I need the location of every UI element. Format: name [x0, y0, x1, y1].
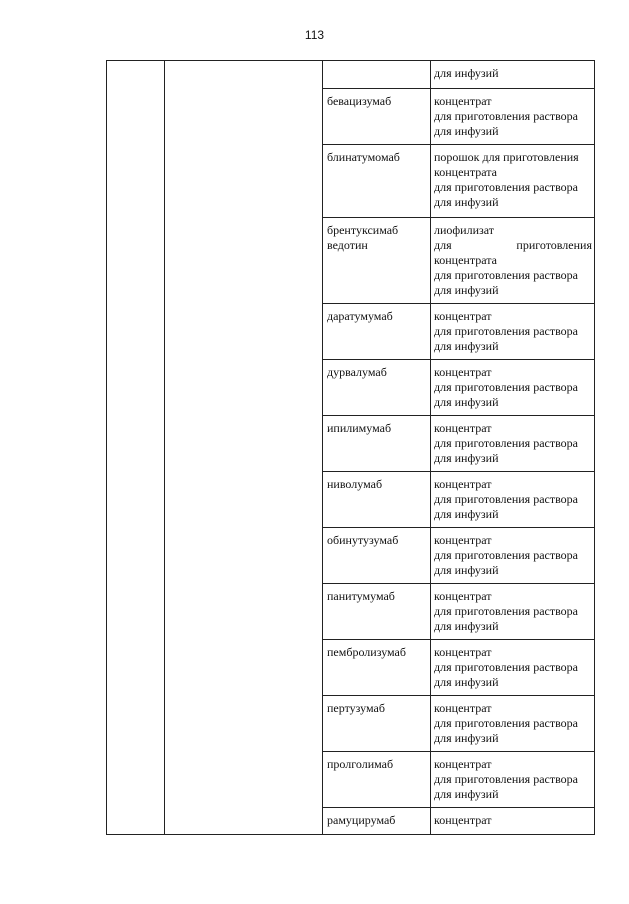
- dosage-form-line: концентрат: [434, 477, 492, 491]
- dosage-form-line: концентрат: [434, 645, 492, 659]
- dosage-form-line: для приготовления раствора: [434, 380, 578, 394]
- drug-name-cell: бевацизумаб: [323, 89, 431, 145]
- dosage-form-cell: [431, 218, 595, 304]
- drug-name-cell: ипилимумаб: [323, 416, 431, 472]
- dosage-form-cell: [431, 145, 595, 218]
- dosage-form-cell: [431, 696, 595, 752]
- dosage-form-cell: [431, 528, 595, 584]
- drug-name-cell: дурвалумаб: [323, 360, 431, 416]
- dosage-form-line: для инфузий: [434, 339, 499, 353]
- dosage-form-line: концентрат: [434, 701, 492, 715]
- dosage-form-line: для приготовления раствора: [434, 324, 578, 338]
- dosage-form-line: для приготовления раствора: [434, 548, 578, 562]
- dosage-form-cell: [431, 89, 595, 145]
- dosage-form-line: лиофилизат: [434, 223, 495, 237]
- drug-name-cell: пролголимаб: [323, 752, 431, 808]
- dosage-form-line: для приготовления раствора: [434, 660, 578, 674]
- dosage-form-line: для приготовления раствора: [434, 436, 578, 450]
- drug-name-cell: панитумумаб: [323, 584, 431, 640]
- dosage-form-line: концентрат: [434, 421, 492, 435]
- dosage-form-line: порошок для приготовления: [434, 150, 579, 164]
- dosage-form-line: концентрата: [434, 165, 497, 179]
- dosage-form-line: для инфузий: [434, 66, 499, 80]
- dosage-form-cell: [431, 61, 595, 89]
- drug-name-cell: обинутузумаб: [323, 528, 431, 584]
- table-body: [107, 61, 595, 835]
- dosage-form-cell: [431, 808, 595, 835]
- dosage-form-line: для инфузий: [434, 675, 499, 689]
- dosage-form-line: для инфузий: [434, 395, 499, 409]
- dosage-form-cell: [431, 360, 595, 416]
- drug-name-cell: пембролизумаб: [323, 640, 431, 696]
- dosage-form-cell: [431, 416, 595, 472]
- dosage-form-line: концентрат: [434, 813, 492, 827]
- dosage-form-line: для приготовления раствора: [434, 109, 578, 123]
- drug-name-cell: даратумумаб: [323, 304, 431, 360]
- drug-name-cell: брентуксимаб ведотин: [323, 218, 431, 304]
- dosage-form-line: концентрата: [434, 253, 497, 267]
- dosage-form-line: для инфузий: [434, 787, 499, 801]
- dosage-form-cell: [431, 304, 595, 360]
- drug-name-cell: рамуцирумаб: [323, 808, 431, 835]
- dosage-form-line: для приготовления раствора: [434, 772, 578, 786]
- drug-table: [106, 60, 595, 835]
- group-cell: [165, 61, 323, 835]
- dosage-form-line: концентрат: [434, 365, 492, 379]
- drug-name-cell: ниволумаб: [323, 472, 431, 528]
- page-number: 113: [304, 28, 325, 42]
- dosage-form-line: для инфузий: [434, 124, 499, 138]
- dosage-form-line: для приготовления раствора: [434, 716, 578, 730]
- dosage-form-line: для инфузий: [434, 451, 499, 465]
- dosage-form-line: концентрат: [434, 757, 492, 771]
- drug-name-cell: [323, 61, 431, 89]
- table-row: [107, 61, 595, 89]
- dosage-form-cell: [431, 472, 595, 528]
- dosage-form-line: для приготовления раствора: [434, 492, 578, 506]
- drug-name-cell: пертузумаб: [323, 696, 431, 752]
- dosage-form-line: концентрат: [434, 533, 492, 547]
- dosage-form-line: для инфузий: [434, 731, 499, 745]
- dosage-form-line: для инфузий: [434, 195, 499, 209]
- dosage-form-line: для приготовления раствора: [434, 604, 578, 618]
- dosage-form-line: для приготовления раствора: [434, 268, 578, 282]
- dosage-form-line: для инфузий: [434, 619, 499, 633]
- dosage-form-line: для приготовления раствора: [434, 180, 578, 194]
- dosage-form-line: для приготовления: [434, 238, 592, 252]
- dosage-form-cell: [431, 584, 595, 640]
- dosage-form-line: для инфузий: [434, 283, 499, 297]
- dosage-form-line: концентрат: [434, 309, 492, 323]
- dosage-form-line: концентрат: [434, 94, 492, 108]
- code-cell: [107, 61, 165, 835]
- dosage-form-line: для инфузий: [434, 507, 499, 521]
- dosage-form-cell: [431, 640, 595, 696]
- drug-name-cell: блинатумомаб: [323, 145, 431, 218]
- dosage-form-line: для инфузий: [434, 563, 499, 577]
- dosage-form-line: концентрат: [434, 589, 492, 603]
- dosage-form-cell: [431, 752, 595, 808]
